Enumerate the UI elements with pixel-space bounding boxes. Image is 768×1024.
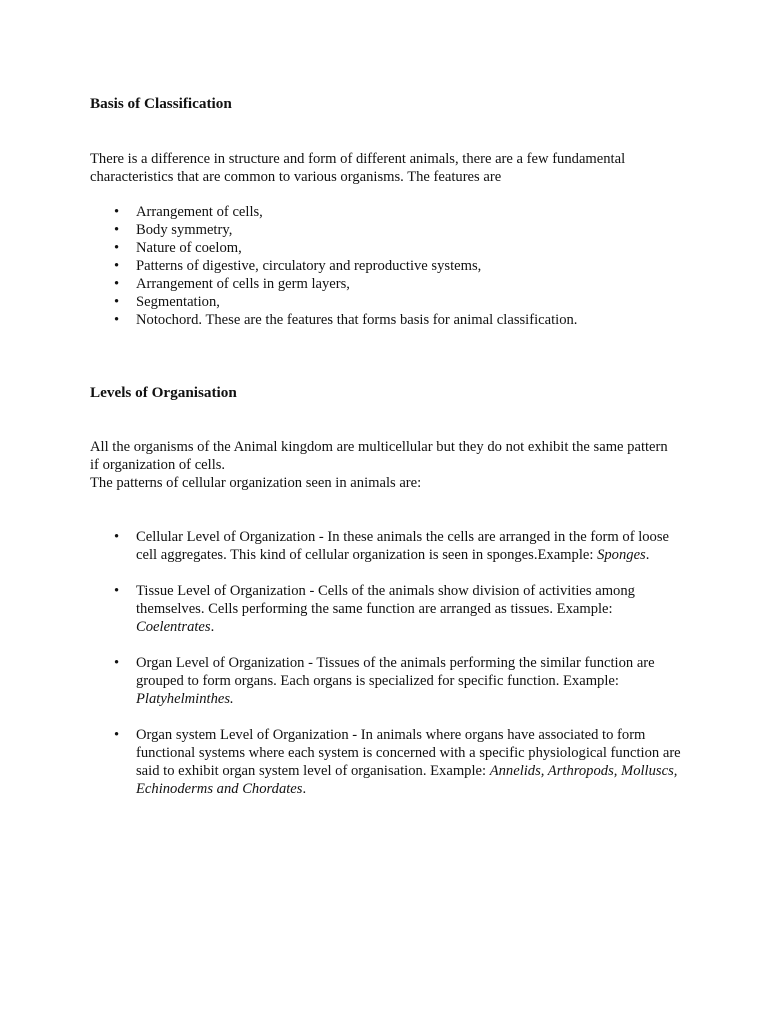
levels-list [90, 528, 690, 816]
list-item: • Arrangement of cells in germ layers, [90, 275, 690, 293]
list-item-text: Organ system Level of Organization - In animals where organs have associated to form functional systems where each system is concerned with a specific physiological function are said to exhibit organ system level of organisation. Example: [136, 727, 681, 779]
list-item-end: . [645, 547, 650, 563]
list-item-cellular-level [90, 528, 690, 564]
features-list [90, 203, 690, 329]
list-item: • Body symmetry, [90, 221, 690, 239]
levels-intro-line-2: The patterns of cellular organization seen in animals are: [90, 475, 422, 491]
example-text: Annelids, Arthropods, Molluscs, Echinoderms and Chordates [136, 763, 678, 797]
list-item: • Segmentation, [90, 293, 690, 311]
list-item-tissue-level [90, 582, 690, 636]
basis-intro-paragraph: There is a difference in structure and form of different animals, there are a few fundamental characteristics that are common to various organisms. The features are [90, 151, 626, 185]
list-item-text: Cellular Level of Organization - In these animals the cells are arranged in the form of loose cell aggregates. This kind of cellular organization is seen in sponges.Example: [136, 529, 670, 563]
example-text: Sponges [597, 547, 646, 563]
levels-intro-line-1: All the organisms of the Animal kingdom are multicellular but they do not exhibit the same pattern if organization of cells. [90, 439, 668, 473]
list-item-end: . [302, 781, 307, 797]
list-item: • Arrangement of cells, [90, 203, 690, 221]
list-item-text: Tissue Level of Organization - Cells of the animals show division of activities among themselves. Cells performing the same function are arranged as tissues. Example: [136, 583, 635, 617]
list-item: • Nature of coelom, [90, 239, 690, 257]
list-item-organ-system-level [90, 726, 690, 798]
example-text: Platyhelminthes. [136, 691, 234, 707]
list-item-end: . [210, 619, 215, 635]
list-item-text: Organ Level of Organization - Tissues of the animals performing the similar function are grouped to form organs. Each organs is specialized for specific function. Example: [136, 655, 655, 689]
list-item: • Notochord. These are the features that forms basis for animal classification. [90, 311, 690, 329]
section-heading-levels: Levels of Organisation [90, 384, 237, 401]
list-item-organ-level [90, 654, 690, 708]
levels-intro-paragraph [90, 438, 670, 492]
list-item: • Patterns of digestive, circulatory and reproductive systems, [90, 257, 690, 275]
example-text: Coelentrates [136, 619, 211, 635]
section-heading-basis: Basis of Classification [90, 95, 232, 112]
